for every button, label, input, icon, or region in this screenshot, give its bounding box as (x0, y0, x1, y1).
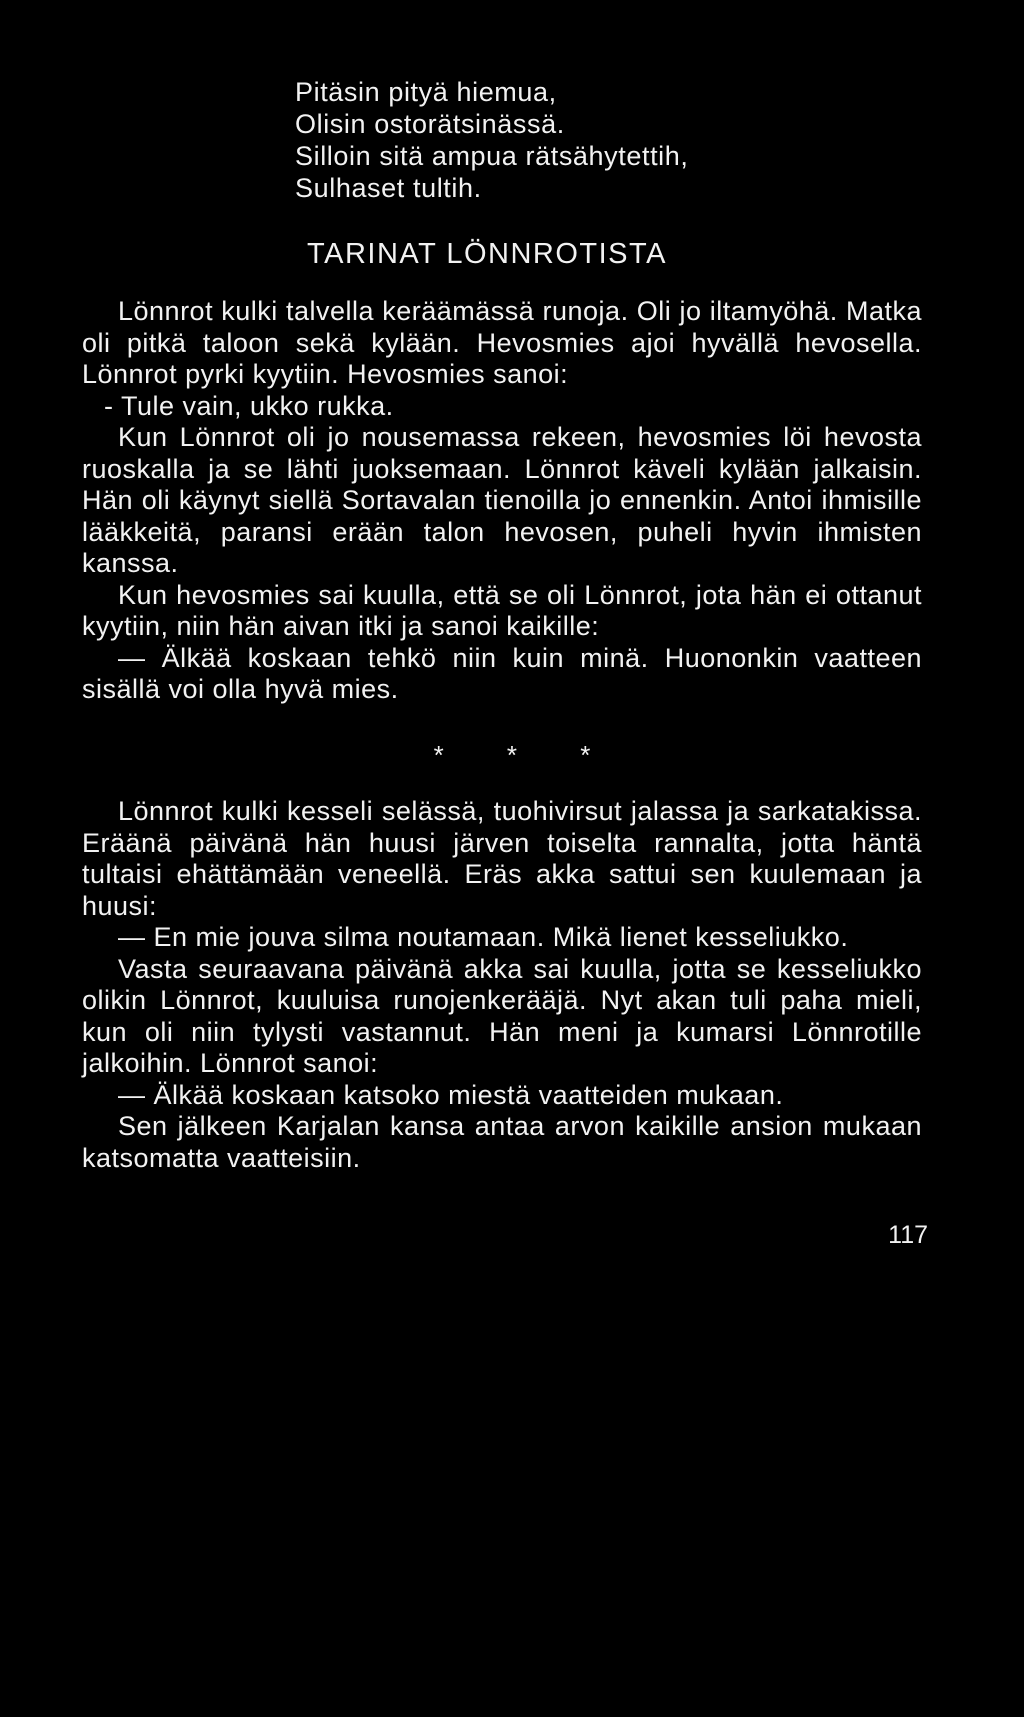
poem-line: Sulhaset tultih. (295, 173, 482, 203)
poem-line: Silloin sitä ampua rätsähytettih, (295, 141, 689, 171)
paragraph: Lönnrot kulki kesseli selässä, tuohivirsut jalassa ja sarkatakissa. Eräänä päivänä hän huusi järven toiselta rannalta, jotta häntä tultaisi ehättämään veneellä. Eräs akka sattui sen kuulemaan ja huusi: (82, 796, 922, 921)
page-number: 117 (888, 1221, 928, 1249)
poem-line: Pitäsin pityä hiemua, (295, 77, 557, 107)
story-one (82, 296, 922, 706)
paragraph: Lönnrot kulki talvella keräämässä runoja. Oli jo iltamyöhä. Matka oli pitkä taloon sekä kylään. Hevosmies ajoi hyvällä hevosella. Lönnrot pyrki kyytiin. Hevosmies sanoi: (82, 296, 922, 389)
paragraph: Kun hevosmies sai kuulla, että se oli Lönnrot, jota hän ei ottanut kyytiin, niin hän aivan itki ja sanoi kaikille: (82, 579, 922, 641)
paragraph: Vasta seuraavana päivänä akka sai kuulla, jotta se kesseliukko olikin Lönnrot, kuuluisa runojenkerääjä. Nyt akan tuli paha mieli, kun oli niin tylysti vastannut. Hän meni ja kumarsi Lönnrotille jalkoihin. Lönnrot sanoi: (82, 953, 922, 1078)
story-two (82, 796, 922, 1174)
paragraph: Sen jälkeen Karjalan kansa antaa arvon kaikille ansion mukaan katsomatta vaatteisiin. (82, 1111, 922, 1173)
paragraph: - Tule vain, ukko rukka. (104, 390, 394, 421)
paragraph: — Älkää koskaan tehkö niin kuin minä. Huononkin vaatteen sisällä voi olla hyvä mies. (82, 642, 922, 704)
paragraph: — En mie jouva silma noutamaan. Mikä lienet kesseliukko. (118, 922, 849, 952)
poem-line: Olisin ostorätsinässä. (295, 109, 565, 139)
section-separator: * * * (433, 740, 619, 770)
section-heading: TARINAT LÖNNROTISTA (307, 238, 667, 270)
paragraph: — Älkää koskaan katsoko miestä vaatteiden mukaan. (118, 1079, 784, 1110)
paragraph: Kun Lönnrot oli jo nousemassa rekeen, hevosmies löi hevosta ruoskalla ja se lähti juoksemaan. Lönnrot käveli kylään jalkaisin. Hän oli käynyt siellä Sortavalan tienoilla jo ennenkin. Antoi ihmisille lääkkeitä, paransi erään talon hevosen, puheli hyvin ihmisten kanssa. (82, 422, 922, 578)
